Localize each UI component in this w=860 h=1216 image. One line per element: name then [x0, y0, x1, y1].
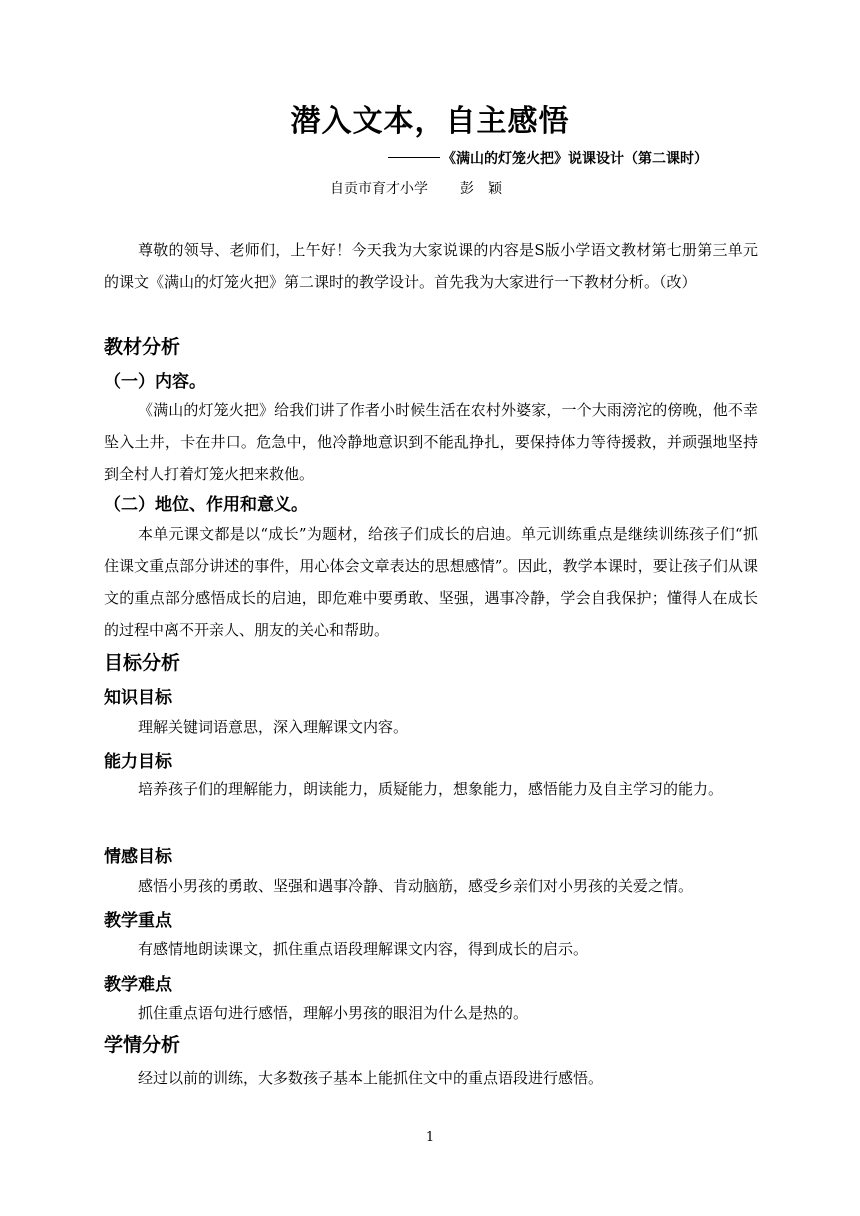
heading-emotion-goal: 情感目标 [104, 847, 172, 867]
heading-role: （二）地位、作用和意义。 [104, 495, 308, 515]
subtitle-dash [388, 157, 440, 158]
heading-teaching-difficulty: 教学难点 [104, 975, 172, 995]
page-title: 潜入文本，自主感悟 [290, 104, 570, 139]
heading-goal-analysis: 目标分析 [104, 652, 181, 674]
focus-paragraph: 有感情地朗读课文，抓住重点语段理解课文内容，得到成长的启示。 [138, 940, 589, 958]
content-paragraph: 《满山的灯笼火把》给我们讲了作者小时候生活在农村外婆家，一个大雨滂沱的傍晚，他不幸坠入土井，卡在井口。危急中，他冷静地意识到不能乱挣扎，要保持体力等待援救，并顽强地坚持到全村人打着灯笼火把来救他。 [104, 401, 758, 483]
author-line [330, 178, 502, 198]
heading-teaching-focus: 教学重点 [104, 911, 172, 931]
subtitle-text: 《满山的灯笼火把》说课设计（第二课时） [442, 151, 708, 167]
heading-material-analysis: 教材分析 [104, 336, 181, 358]
knowledge-paragraph: 理解关键词语意思，深入理解课文内容。 [138, 718, 409, 736]
difficulty-paragraph: 抓住重点语句进行感悟，理解小男孩的眼泪为什么是热的。 [138, 1004, 529, 1022]
role-paragraph: 本单元课文都是以“成长”为题材，给孩子们成长的启迪。单元训练重点是继续训练孩子们“抓住课文重点部分讲述的事件，用心体会文章表达的思想感情”。因此，教学本课时，要让孩子们从课文的重点部分感悟成长的启迪，即危难中要勇敢、坚强，遇事冷静，学会自我保护；懂得人在成长的过程中离不开亲人、朋友的关心和帮助。 [104, 525, 758, 639]
page-subtitle [388, 148, 708, 168]
heading-knowledge-goal: 知识目标 [104, 688, 172, 708]
student-paragraph: 经过以前的训练，大多数孩子基本上能抓住文中的重点语段进行感悟。 [138, 1069, 604, 1087]
author-name: 彭 颖 [460, 181, 502, 197]
page-number: 1 [425, 1130, 435, 1145]
author-school: 自贡市育才小学 [330, 181, 428, 197]
intro-paragraph: 尊敬的领导、老师们，上午好！今天我为大家说课的内容是S版小学语文教材第七册第三单元的课文《满山的灯笼火把》第二课时的教学设计。首先我为大家进行一下教材分析。（改） [104, 241, 758, 291]
heading-ability-goal: 能力目标 [104, 752, 172, 772]
heading-content: （一）内容。 [104, 372, 206, 392]
emotion-paragraph: 感悟小男孩的勇敢、坚强和遇事冷静、肯动脑筋，感受乡亲们对小男孩的关爱之情。 [138, 877, 694, 895]
heading-student-analysis: 学情分析 [104, 1034, 181, 1056]
ability-paragraph: 培养孩子们的理解能力，朗读能力，质疑能力，想象能力，感悟能力及自主学习的能力。 [138, 780, 724, 798]
